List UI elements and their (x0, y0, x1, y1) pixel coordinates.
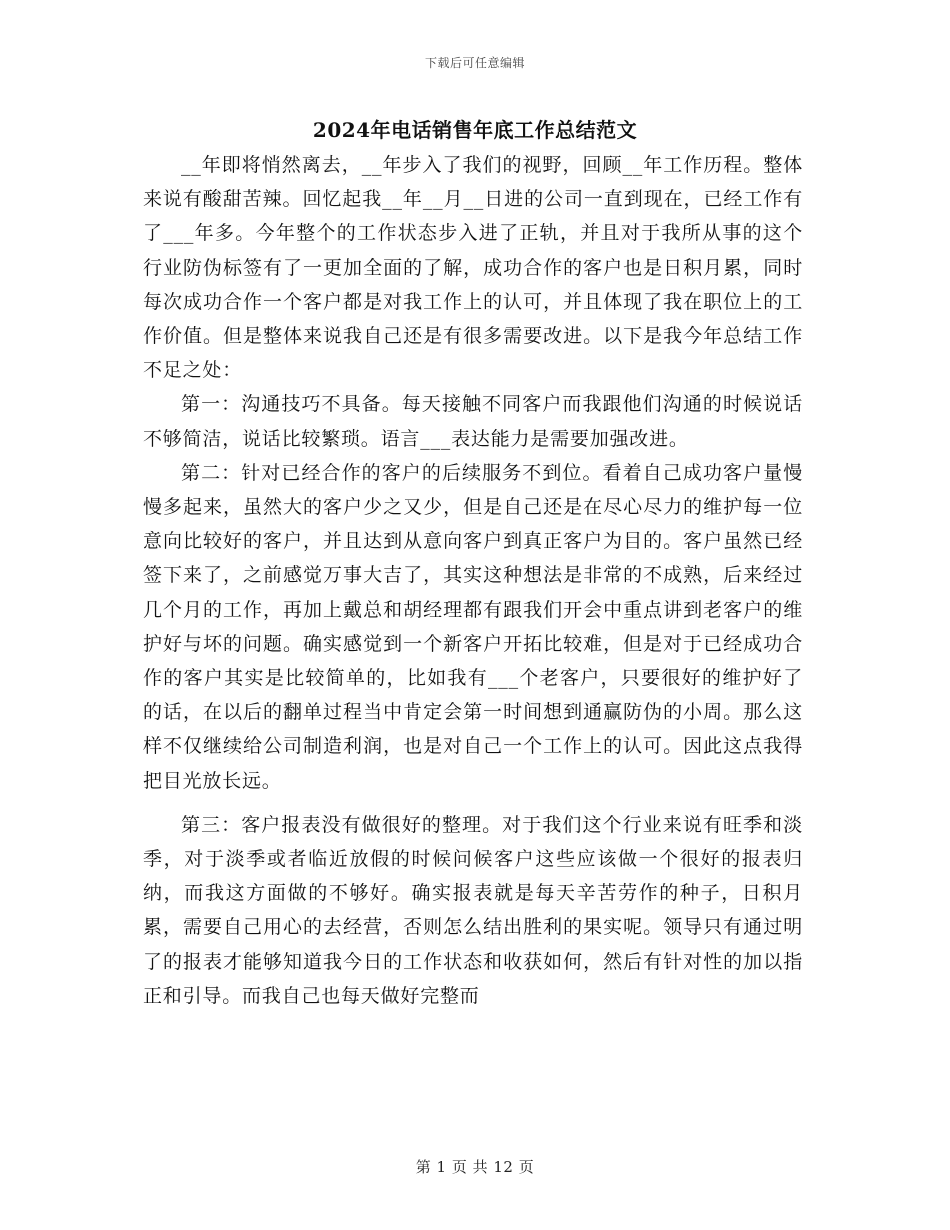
page-footer: 第 1 页 共 12 页 (415, 1158, 535, 1176)
paragraph-point-one: 第一：沟通技巧不具备。每天接触不同客户而我跟他们沟通的时候说话不够简洁，说话比较繁琐。语言___表达能力是需要加强改进。 (143, 393, 803, 450)
document-title: 2024年电话销售年底工作总结范文 (312, 118, 638, 142)
paragraph-point-three: 第三：客户报表没有做很好的整理。对于我们这个行业来说有旺季和淡季，对于淡季或者临近放假的时候问候客户这些应该做一个很好的报表归纳，而我这方面做的不够好。确实报表就是每天辛苦劳作的种子，日积月累，需要自己用心的去经营，否则怎么结出胜利的果实呢。领导只有通过明了的报表才能够知道我今日的工作状态和收获如何，然后有针对性的加以指正和引导。而我自己也每天做好完整而 (143, 813, 803, 1007)
paragraph-point-two: 第二：针对已经合作的客户的后续服务不到位。看着自己成功客户量慢慢多起来，虽然大的客户少之又少，但是自己还是在尽心尽力的维护每一位意向比较好的客户，并且达到从意向客户到真正客户为目的。客户虽然已经签下来了，之前感觉万事大吉了，其实这种想法是非常的不成熟，后来经过几个月的工作，再加上戴总和胡经理都有跟我们开会中重点讲到老客户的维护好与坏的问题。确实感觉到一个新客户开拓比较难，但是对于已经成功合作的客户其实是比较简单的，比如我有___个老客户，只要很好的维护好了的话，在以后的翻单过程当中肯定会第一时间想到通赢防伪的小周。那么这样不仅继续给公司制造利润，也是对自己一个工作上的认可。因此这点我得把目光放长远。 (143, 461, 803, 792)
header-note: 下载后可任意编辑 (424, 56, 525, 70)
paragraph-intro: __年即将悄然离去，__年步入了我们的视野，回顾__年工作历程。整体来说有酸甜苦辣。回忆起我__年__月__日进的公司一直到现在，已经工作有了___年多。今年整个的工作状态步入进了正轨，并且对于我所从事的这个行业防伪标签有了一更加全面的了解，成功合作的客户也是日积月累，同时每次成功合作一个客户都是对我工作上的认可，并且体现了我在职位上的工作价值。但是整体来说我自己还是有很多需要改进。以下是我今年总结工作不足之处： (143, 154, 803, 382)
document-body (143, 148, 803, 1013)
